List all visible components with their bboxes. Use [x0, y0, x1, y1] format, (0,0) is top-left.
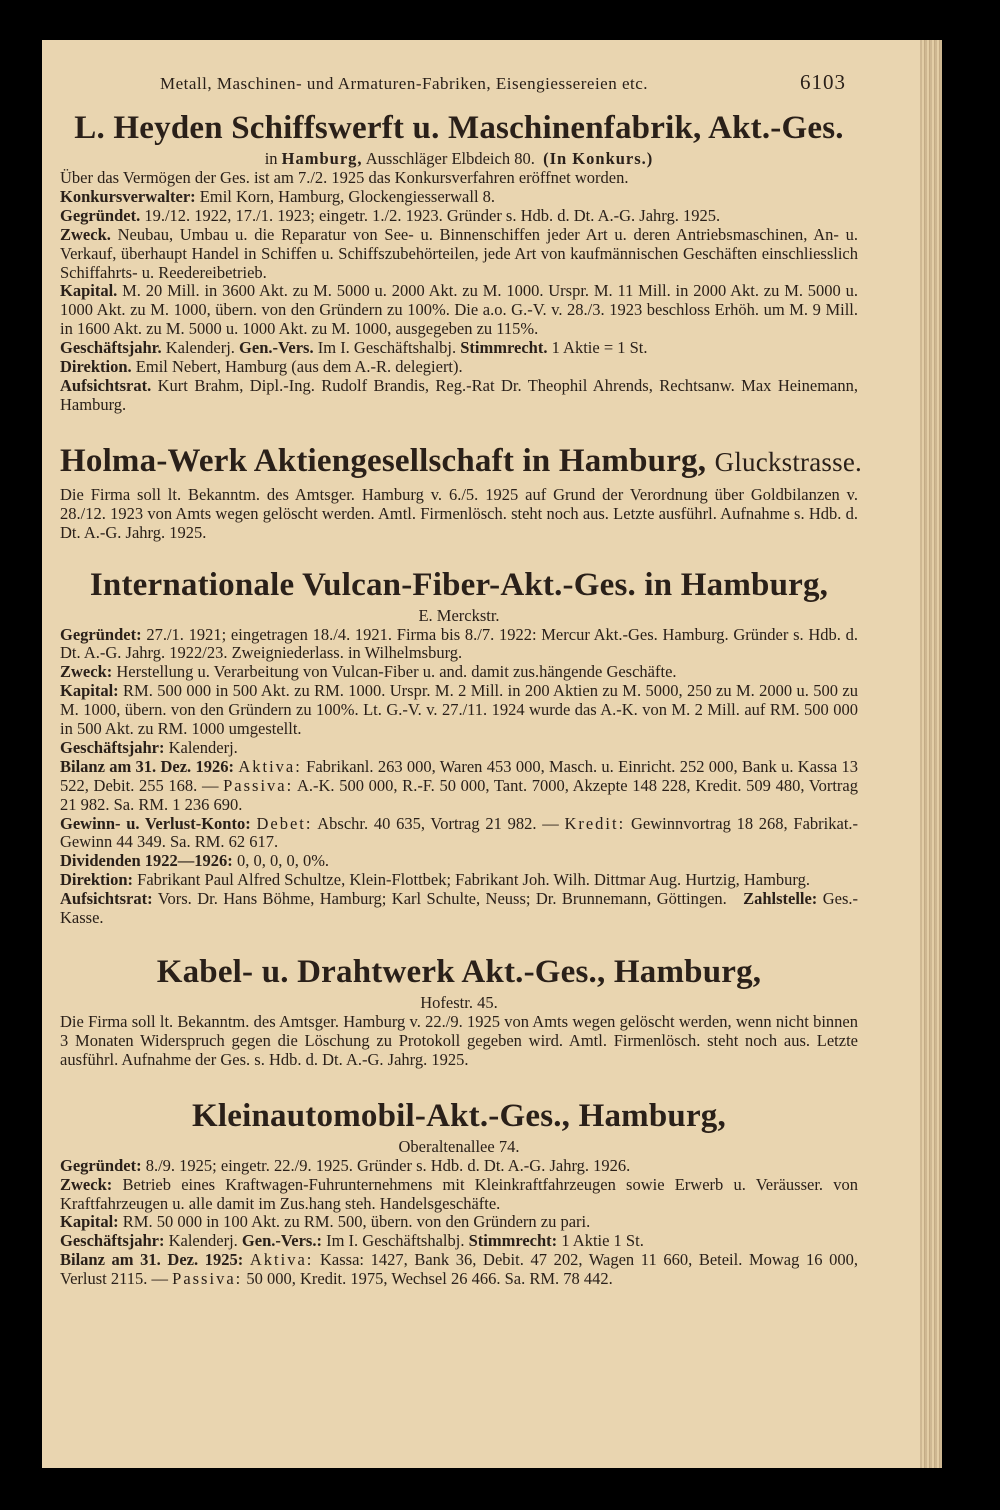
entry-subtitle: E. Merckstr. [418, 605, 500, 625]
running-header-title: Metall, Maschinen- und Armaturen-Fabriken, Eisengiessereien etc. [160, 74, 649, 93]
paragraph: Gegründet. 19./12. 1922, 17./1. 1923; eingetr. 1./2. 1923. Gründer s. Hdb. d. Dt. A.-G. Jahrg. 1925. [60, 205, 721, 225]
entry-title: Kleinautomobil-Akt.-Ges., Hamburg, [192, 1097, 726, 1134]
paragraph: Kapital: RM. 500 000 in 500 Akt. zu RM. 1000. Urspr. M. 2 Mill. in 200 Aktien zu M. 5000, 250 zu M. 2000 u. 500 zu M. 1000, übern. von den Gründern zu 100%. Lt. G.-V. v. 27./11. 1924 wurde das A.-K. von M. 2 Mill. auf RM. 500 000 in 500 Akt. zu RM. 1000 umgestellt. [60, 681, 858, 739]
paragraph: Die Firma soll lt. Bekanntm. des Amtsger. Hamburg v. 22./9. 1925 von Amts wegen gelöscht werden, wenn nicht binnen 3 Monaten Widerspruch gegen die Löschung zu Protokoll gegeben wird. Amtl. Firmenlösch. steht noch aus. Letzte ausführl. Aufnahme der Ges. s. Hdb. d. Dt. A.-G. Jahrg. 1925. [60, 1012, 858, 1069]
page-number: 6103 [800, 70, 846, 94]
paragraph: Zweck: Herstellung u. Verarbeitung von Vulcan-Fiber u. and. damit zus.hängende Geschäfte. [60, 662, 677, 682]
entry-title: Holma-Werk Aktiengesellschaft in Hamburg, Gluckstrasse. [60, 442, 862, 479]
paragraph: Geschäftsjahr. Kalenderj. Gen.-Vers. Im I. Geschäftshalbj. Stimmrecht. 1 Aktie = 1 St. [60, 338, 648, 358]
paragraph: Zweck: Betrieb eines Kraftwagen-Fuhrunternehmens mit Kleinkraftfahrzeugen sowie Erwerb u. Veräusser. von Kraftfahrzeugen u. alle damit im Zus.hang steh. Handelsgeschäfte. [60, 1174, 858, 1213]
paragraph: Bilanz am 31. Dez. 1925: Aktiva: Kassa: 1427, Bank 36, Debit. 47 202, Wagen 11 660, Beteil. Mowag 16 000, Verlust 2115. — Passiva: 50 000, Kredit. 1975, Wechsel 26 466. Sa. RM. 78 442. [60, 1250, 859, 1289]
paragraph: Gewinn- u. Verlust-Konto: Debet: Abschr. 40 635, Vortrag 21 982. — Kredit: Gewinnvortrag 18 268, Fabrikat.-Gewinn 44 349. Sa. RM. 62 617. [60, 813, 859, 852]
paragraph: Kapital. M. 20 Mill. in 3600 Akt. zu M. 5000 u. 2000 Akt. zu M. 1000. Urspr. M. 11 Mill. in 2000 Akt. zu M. 5000 u. 1000 Akt. zu M. 1000, übern. von den Gründern zu 100%. Die a.o. G.-V. v. 28./3. 1923 beschloss Erhöh. um M. 9 Mill. in 1600 Akt. zu M. 5000 u. 1000 Akt. zu M. 1000, ausgegeben zu 115%. [60, 281, 859, 339]
page-content [60, 70, 862, 1289]
paragraph: Konkursverwalter: Emil Korn, Hamburg, Glockengiesserwall 8. [60, 186, 496, 206]
running-header [60, 70, 858, 104]
paragraph: Direktion. Emil Nebert, Hamburg (aus dem A.-R. delegiert). [60, 357, 463, 377]
status-note: (In Konkurs.) [543, 149, 654, 168]
entry-title: Internationale Vulcan-Fiber-Akt.-Ges. in Hamburg, [89, 566, 829, 603]
paragraph: Gegründet: 8./9. 1925; eingetr. 22./9. 1925. Gründer s. Hdb. d. Dt. A.-G. Jahrg. 1926. [60, 1155, 631, 1175]
paragraph: Kapital: RM. 50 000 in 100 Akt. zu RM. 500, übern. von den Gründern zu pari. [60, 1212, 591, 1232]
paragraph: Geschäftsjahr: Kalenderj. Gen.-Vers.: Im I. Geschäftshalbj. Stimmrecht: 1 Aktie 1 St. [60, 1231, 644, 1251]
company-entry-kleinautomobil [60, 1096, 858, 1289]
paragraph: Gegründet: 27./1. 1921; eingetragen 18./4. 1921. Firma bis 8./7. 1922: Mercur Akt.-Ges. Hamburg. Gründer s. Hdb. d. Dt. A.-G. Jahrg. 1922/23. Zweigniederlass. in Wilhelmsburg. [60, 624, 859, 663]
entry-title: Kabel- u. Drahtwerk Akt.-Ges., Hamburg, [156, 954, 762, 990]
paragraph: Über das Vermögen der Ges. ist am 7./2. 1925 das Konkursverfahren eröffnet worden. [60, 168, 629, 187]
entry-subtitle: Hofestr. 45. [420, 993, 498, 1012]
paragraph: Bilanz am 31. Dez. 1926: Aktiva: Fabrikanl. 263 000, Waren 453 000, Masch. u. Einricht. 252 000, Bank u. Kassa 13 522, Debit. 255 168. — Passiva: A.-K. 500 000, R.-F. 50 000, Tant. 7000, Akzepte 148 228, Kredit. 509 480, Vortrag 21 982. Sa. RM. 1 236 690. [60, 756, 859, 814]
paragraph: Die Firma soll lt. Bekanntm. des Amtsger. Hamburg v. 6./5. 1925 auf Grund der Verordnung über Goldbilanzen v. 28./12. 1923 von Amts wegen gelöscht werden. Amtl. Firmenlösch. steht noch aus. Letzte ausführl. Aufnahme s. Hdb. d. Dt. A.-G. Jahrg. 1925. [60, 484, 858, 542]
company-entry-holma [60, 441, 862, 543]
entry-title: L. Heyden Schiffswerft u. Maschinenfabrik, Akt.-Ges. [74, 110, 844, 146]
company-entry-heyden [60, 108, 858, 415]
company-entry-vulcan-fiber [60, 565, 858, 929]
entry-subtitle: Oberaltenallee 74. [398, 1136, 520, 1156]
paragraph: Aufsichtsrat. Kurt Brahm, Dipl.-Ing. Rudolf Brandis, Reg.-Rat Dr. Theophil Ahrends, Rechtsanw. Max Heinemann, Hamburg. [60, 375, 858, 414]
document-page [42, 40, 942, 1468]
paragraph: Dividenden 1922—1926: 0, 0, 0, 0, 0%. [60, 851, 330, 871]
entry-city: Hamburg, [281, 149, 363, 168]
paragraph: Geschäftsjahr: Kalenderj. [60, 737, 238, 757]
paragraph: Direktion: Fabrikant Paul Alfred Schultze, Klein-Flottbek; Fabrikant Joh. Wilh. Dittmar Aug. Hurtzig, Hamburg. [60, 870, 810, 890]
paragraph: Zweck. Neubau, Umbau u. die Reparatur von See- u. Binnenschiffen jeder Art u. deren Antriebsmaschinen, An- u. Verkauf, überhaupt Handel in Schiffen u. Schiffszubehörteilen, jede Art von kaufmännischen Geschäften einschliesslich Schiffahrts- u. Reedereibetrieb. [60, 224, 859, 282]
company-entry-kabel-drahtwerk [60, 952, 858, 1070]
entry-subtitle: in Hamburg, Ausschläger Elbdeich 80. (In Konkurs.) [264, 149, 654, 168]
page-edge [920, 40, 942, 1468]
paragraph: Aufsichtsrat: Vors. Dr. Hans Böhme, Hamburg; Karl Schulte, Neuss; Dr. Brunnemann, Göttingen. Zahlstelle: Ges.-Kasse. [60, 889, 859, 928]
